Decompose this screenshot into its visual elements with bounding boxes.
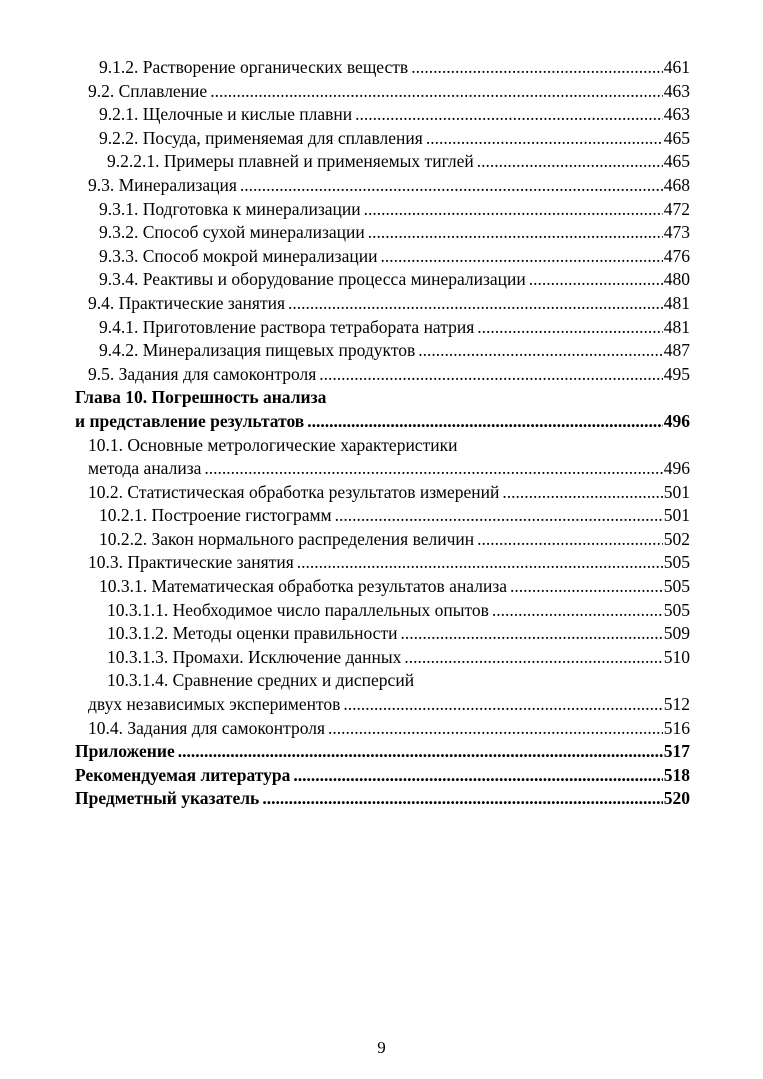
toc-entry-title: 10.3.1.2. Методы оценки правильности: [107, 623, 398, 644]
dot-leader: [477, 150, 663, 174]
toc-entry-page: 501: [663, 505, 690, 526]
toc-entry-title: 9.3.3. Способ мокрой минерализации: [99, 245, 378, 266]
toc-entry[interactable]: [75, 622, 690, 646]
toc-entry-title: 10.2. Статистическая обработка результатов измерений: [88, 481, 500, 502]
dot-leader: [262, 787, 662, 811]
dot-leader: [400, 622, 662, 646]
toc-entry[interactable]: [75, 504, 690, 528]
toc-entry[interactable]: [75, 669, 690, 693]
toc-entry-page: 473: [663, 222, 690, 243]
toc-entry-page: 480: [663, 269, 690, 290]
toc-entry[interactable]: [75, 363, 690, 387]
toc-entry[interactable]: [75, 599, 690, 623]
toc-entry[interactable]: [75, 174, 690, 198]
toc-entry-page: 512: [663, 694, 690, 715]
toc-entry-page: 481: [663, 292, 690, 313]
toc-entry-title: 9.3.1. Подготовка к минерализации: [99, 198, 361, 219]
toc-entry-title: 9.4.1. Приготовление раствора тетрабората натрия: [99, 316, 475, 337]
toc-entry-title: и представление результатов: [75, 410, 305, 431]
toc-entry-title: 9.3.4. Реактивы и оборудование процесса минерализации: [99, 269, 526, 290]
toc-entry-title: 10.3.1.3. Промахи. Исключение данных: [107, 646, 402, 667]
toc-entry-title: 9.3.2. Способ сухой минерализации: [99, 222, 365, 243]
toc-entry-page: 517: [663, 741, 690, 762]
toc-entry-title: Глава 10. Погрешность анализа: [75, 387, 327, 408]
toc-entry[interactable]: [75, 56, 690, 80]
toc-entry-title: 9.4. Практические занятия: [88, 292, 286, 313]
toc-entry-page: 487: [663, 340, 690, 361]
toc-entry-title: 9.3. Минерализация: [88, 174, 237, 195]
dot-leader: [477, 316, 662, 340]
toc-entry[interactable]: [75, 221, 690, 245]
toc-entry-page: 496: [663, 458, 690, 479]
dot-leader: [293, 764, 662, 788]
toc-entry-page: 463: [663, 80, 690, 101]
toc-entry[interactable]: [75, 787, 690, 811]
dot-leader: [510, 575, 663, 599]
toc-entry-page: 520: [663, 788, 690, 809]
toc-entry-title: 10.3.1. Математическая обработка результатов анализа: [99, 576, 508, 597]
toc-entry[interactable]: [75, 386, 690, 410]
dot-leader: [411, 56, 663, 80]
toc-entry[interactable]: [75, 198, 690, 222]
dot-leader: [297, 551, 663, 575]
toc-entry[interactable]: [75, 292, 690, 316]
toc-entry[interactable]: [75, 740, 690, 764]
dot-leader: [210, 80, 663, 104]
toc-entry-title: 10.2.1. Построение гистограмм: [99, 505, 332, 526]
table-of-contents: [75, 56, 690, 811]
dot-leader: [418, 339, 663, 363]
toc-entry-title: 10.2.2. Закон нормального распределения величин: [99, 528, 475, 549]
dot-leader: [502, 481, 662, 505]
toc-entry-page: 468: [663, 174, 690, 195]
toc-entry[interactable]: [75, 339, 690, 363]
toc-entry-title: 9.2.2.1. Примеры плавней и применяемых тиглей: [107, 151, 474, 172]
toc-entry-page: 481: [663, 316, 690, 337]
toc-entry-title: 9.2. Сплавление: [88, 80, 208, 101]
toc-entry-title: 9.1.2. Растворение органических веществ: [99, 57, 409, 77]
toc-entry-page: 465: [663, 127, 690, 148]
toc-entry-page: 461: [663, 57, 690, 77]
toc-entry-page: 502: [663, 528, 690, 549]
toc-entry-title: 9.2.2. Посуда, применяемая для сплавления: [99, 127, 423, 148]
toc-entry-title: 9.4.2. Минерализация пищевых продуктов: [99, 340, 416, 361]
toc-entry[interactable]: [75, 646, 690, 670]
toc-entry[interactable]: [75, 127, 690, 151]
toc-entry[interactable]: [75, 575, 690, 599]
toc-entry[interactable]: [75, 717, 690, 741]
page-number: 9: [377, 1038, 386, 1057]
toc-entry[interactable]: [75, 457, 690, 481]
dot-leader: [343, 693, 662, 717]
toc-entry-page: 495: [663, 363, 690, 384]
dot-leader: [204, 457, 662, 481]
toc-entry-page: 463: [663, 104, 690, 125]
toc-entry-title: Приложение: [75, 741, 175, 762]
toc-entry[interactable]: [75, 80, 690, 104]
toc-entry[interactable]: [75, 103, 690, 127]
toc-entry[interactable]: [75, 551, 690, 575]
toc-entry-title: 10.1. Основные метрологические характеристики: [88, 434, 458, 455]
dot-leader: [380, 245, 662, 269]
dot-leader: [328, 717, 663, 741]
toc-entry-title: Рекомендуемая литература: [75, 764, 291, 785]
toc-entry-page: 510: [663, 646, 690, 667]
toc-entry-title: 10.4. Задания для самоконтроля: [88, 717, 326, 738]
dot-leader: [404, 646, 662, 670]
dot-leader: [426, 127, 663, 151]
toc-entry-page: 476: [663, 245, 690, 266]
dot-leader: [307, 410, 663, 434]
toc-entry-title: Предметный указатель: [75, 788, 260, 809]
dot-leader: [178, 740, 663, 764]
toc-entry[interactable]: [75, 150, 690, 174]
toc-entry[interactable]: [75, 528, 690, 552]
toc-entry-page: 505: [663, 552, 690, 573]
toc-entry-page: 465: [663, 151, 690, 172]
toc-entry[interactable]: [75, 693, 690, 717]
toc-entry[interactable]: [75, 316, 690, 340]
toc-entry-title: 10.3. Практические занятия: [88, 552, 294, 573]
toc-entry-page: 518: [663, 764, 690, 785]
dot-leader: [355, 103, 663, 127]
toc-entry[interactable]: [75, 481, 690, 505]
toc-entry-title: 10.3.1.1. Необходимое число параллельных опытов: [107, 599, 489, 620]
dot-leader: [319, 363, 662, 387]
dot-leader: [529, 268, 663, 292]
dot-leader: [335, 504, 663, 528]
toc-entry[interactable]: [75, 764, 690, 788]
toc-entry-page: 509: [663, 623, 690, 644]
dot-leader: [288, 292, 663, 316]
toc-entry[interactable]: [75, 434, 690, 458]
toc-entry-title: 9.5. Задания для самоконтроля: [88, 363, 317, 384]
toc-entry[interactable]: [75, 410, 690, 434]
toc-entry-page: 472: [663, 198, 690, 219]
toc-entry-page: 505: [663, 576, 690, 597]
toc-entry[interactable]: [75, 268, 690, 292]
dot-leader: [240, 174, 663, 198]
toc-entry-page: 505: [663, 599, 690, 620]
toc-entry-page: 496: [663, 410, 690, 431]
toc-entry-title: метода анализа: [88, 458, 202, 479]
dot-leader: [477, 528, 663, 552]
dot-leader: [364, 198, 663, 222]
toc-entry-page: 516: [663, 717, 690, 738]
toc-entry-page: 501: [663, 481, 690, 502]
dot-leader: [368, 221, 663, 245]
toc-entry-title: 10.3.1.4. Сравнение средних и дисперсий: [107, 670, 415, 691]
toc-entry[interactable]: [75, 245, 690, 269]
toc-entry-title: двух независимых экспериментов: [88, 694, 341, 715]
dot-leader: [492, 599, 663, 623]
toc-entry-title: 9.2.1. Щелочные и кислые плавни: [99, 104, 353, 125]
